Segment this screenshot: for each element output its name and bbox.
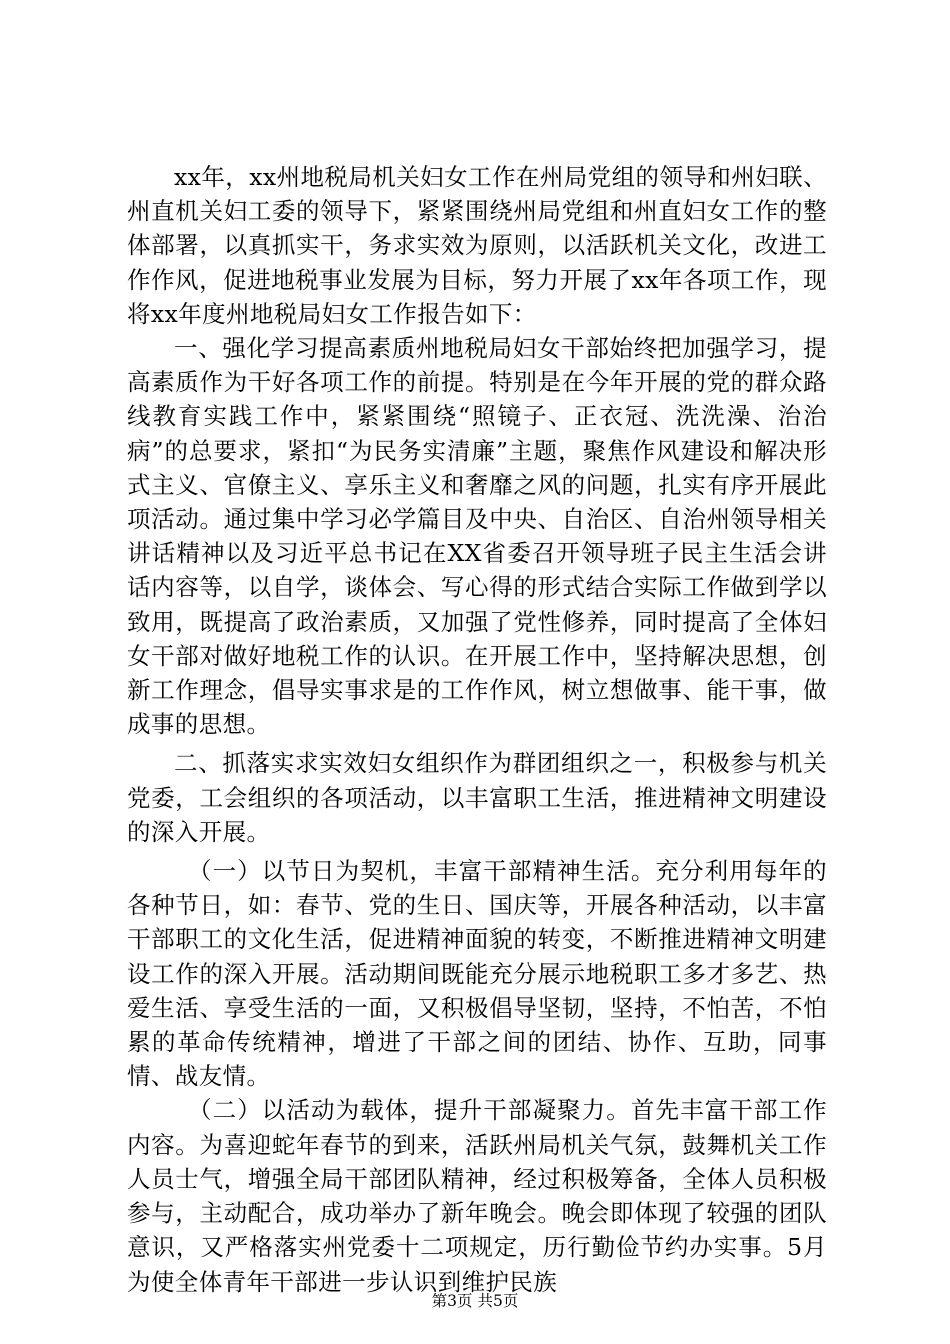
paragraph-subsection-one: （一）以节日为契机，丰富干部精神生活。充分利用每年的各种节日，如：春节、党的生日、国庆等，开展各种活动，以丰富干部职工的文化生活，促进精神面貌的转变，不断推进精神文明建设工作的深入开展。活动期间既能充分展示地税职工多才多艺、热爱生活、享受生活的一面，又积极倡导坚韧，坚持，不怕苦，不怕累的革命传统精神，增进了干部之间的团结、协作、互助，同事情、战友情。 — [127, 857, 827, 1091]
document-body — [127, 160, 827, 1299]
paragraph-section-two: 二、抓落实求实效妇女组织作为群团组织之一，积极参与机关党委，工会组织的各项活动，以丰富职工生活，推进精神文明建设的深入开展。 — [127, 749, 827, 846]
paragraph-subsection-two: （二）以活动为载体，提升干部凝聚力。首先丰富干部工作内容。为喜迎蛇年春节的到来，活跃州局机关气氛，鼓舞机关工作人员士气，增强全局干部团队精神，经过积极筹备，全体人员积极参与，主动配合，成功举办了新年晚会。晚会即体现了较强的团队意识，又严格落实州党委十二项规定，历行勤俭节约办实事。5月为使全体青年干部进一步认识到维护民族 — [127, 1096, 827, 1296]
paragraph-section-one: 一、强化学习提高素质州地税局妇女干部始终把加强学习，提高素质作为干好各项工作的前提。特别是在今年开展的党的群众路线教育实践工作中，紧紧围绕“照镜子、正衣冠、洗洗澡、治治病”的总要求，紧扣“为民务实清廉”主题，聚焦作风建设和解决形式主义、官僚主义、享乐主义和奢靡之风的问题，扎实有序开展此项活动。通过集中学习必学篇目及中央、自治区、自治州领导相关讲话精神以及习近平总书记在XX省委召开领导班子民主生活会讲话内容等，以自学，谈体会、写心得的形式结合实际工作做到学以致用，既提高了政治素质，又加强了党性修养，同时提高了全体妇女干部对做好地税工作的认识。在开展工作中，坚持解决思想，创新工作理念，倡导实事求是的工作作风，树立想做事、能干事，做成事的思想。 — [127, 334, 827, 739]
paragraph-intro: xx年，xx州地税局机关妇女工作在州局党组的领导和州妇联、州直机关妇工委的领导下，紧紧围绕州局党组和州直妇女工作的整体部署，以真抓实干，务求实效为原则，以活跃机关文化，改进工作作风，促进地税事业发展为目标，努力开展了xx年各项工作，现将xx年度州地税局妇女工作报告如下： — [127, 163, 827, 328]
page-number-footer: 第3页 共5页 — [431, 1292, 519, 1310]
